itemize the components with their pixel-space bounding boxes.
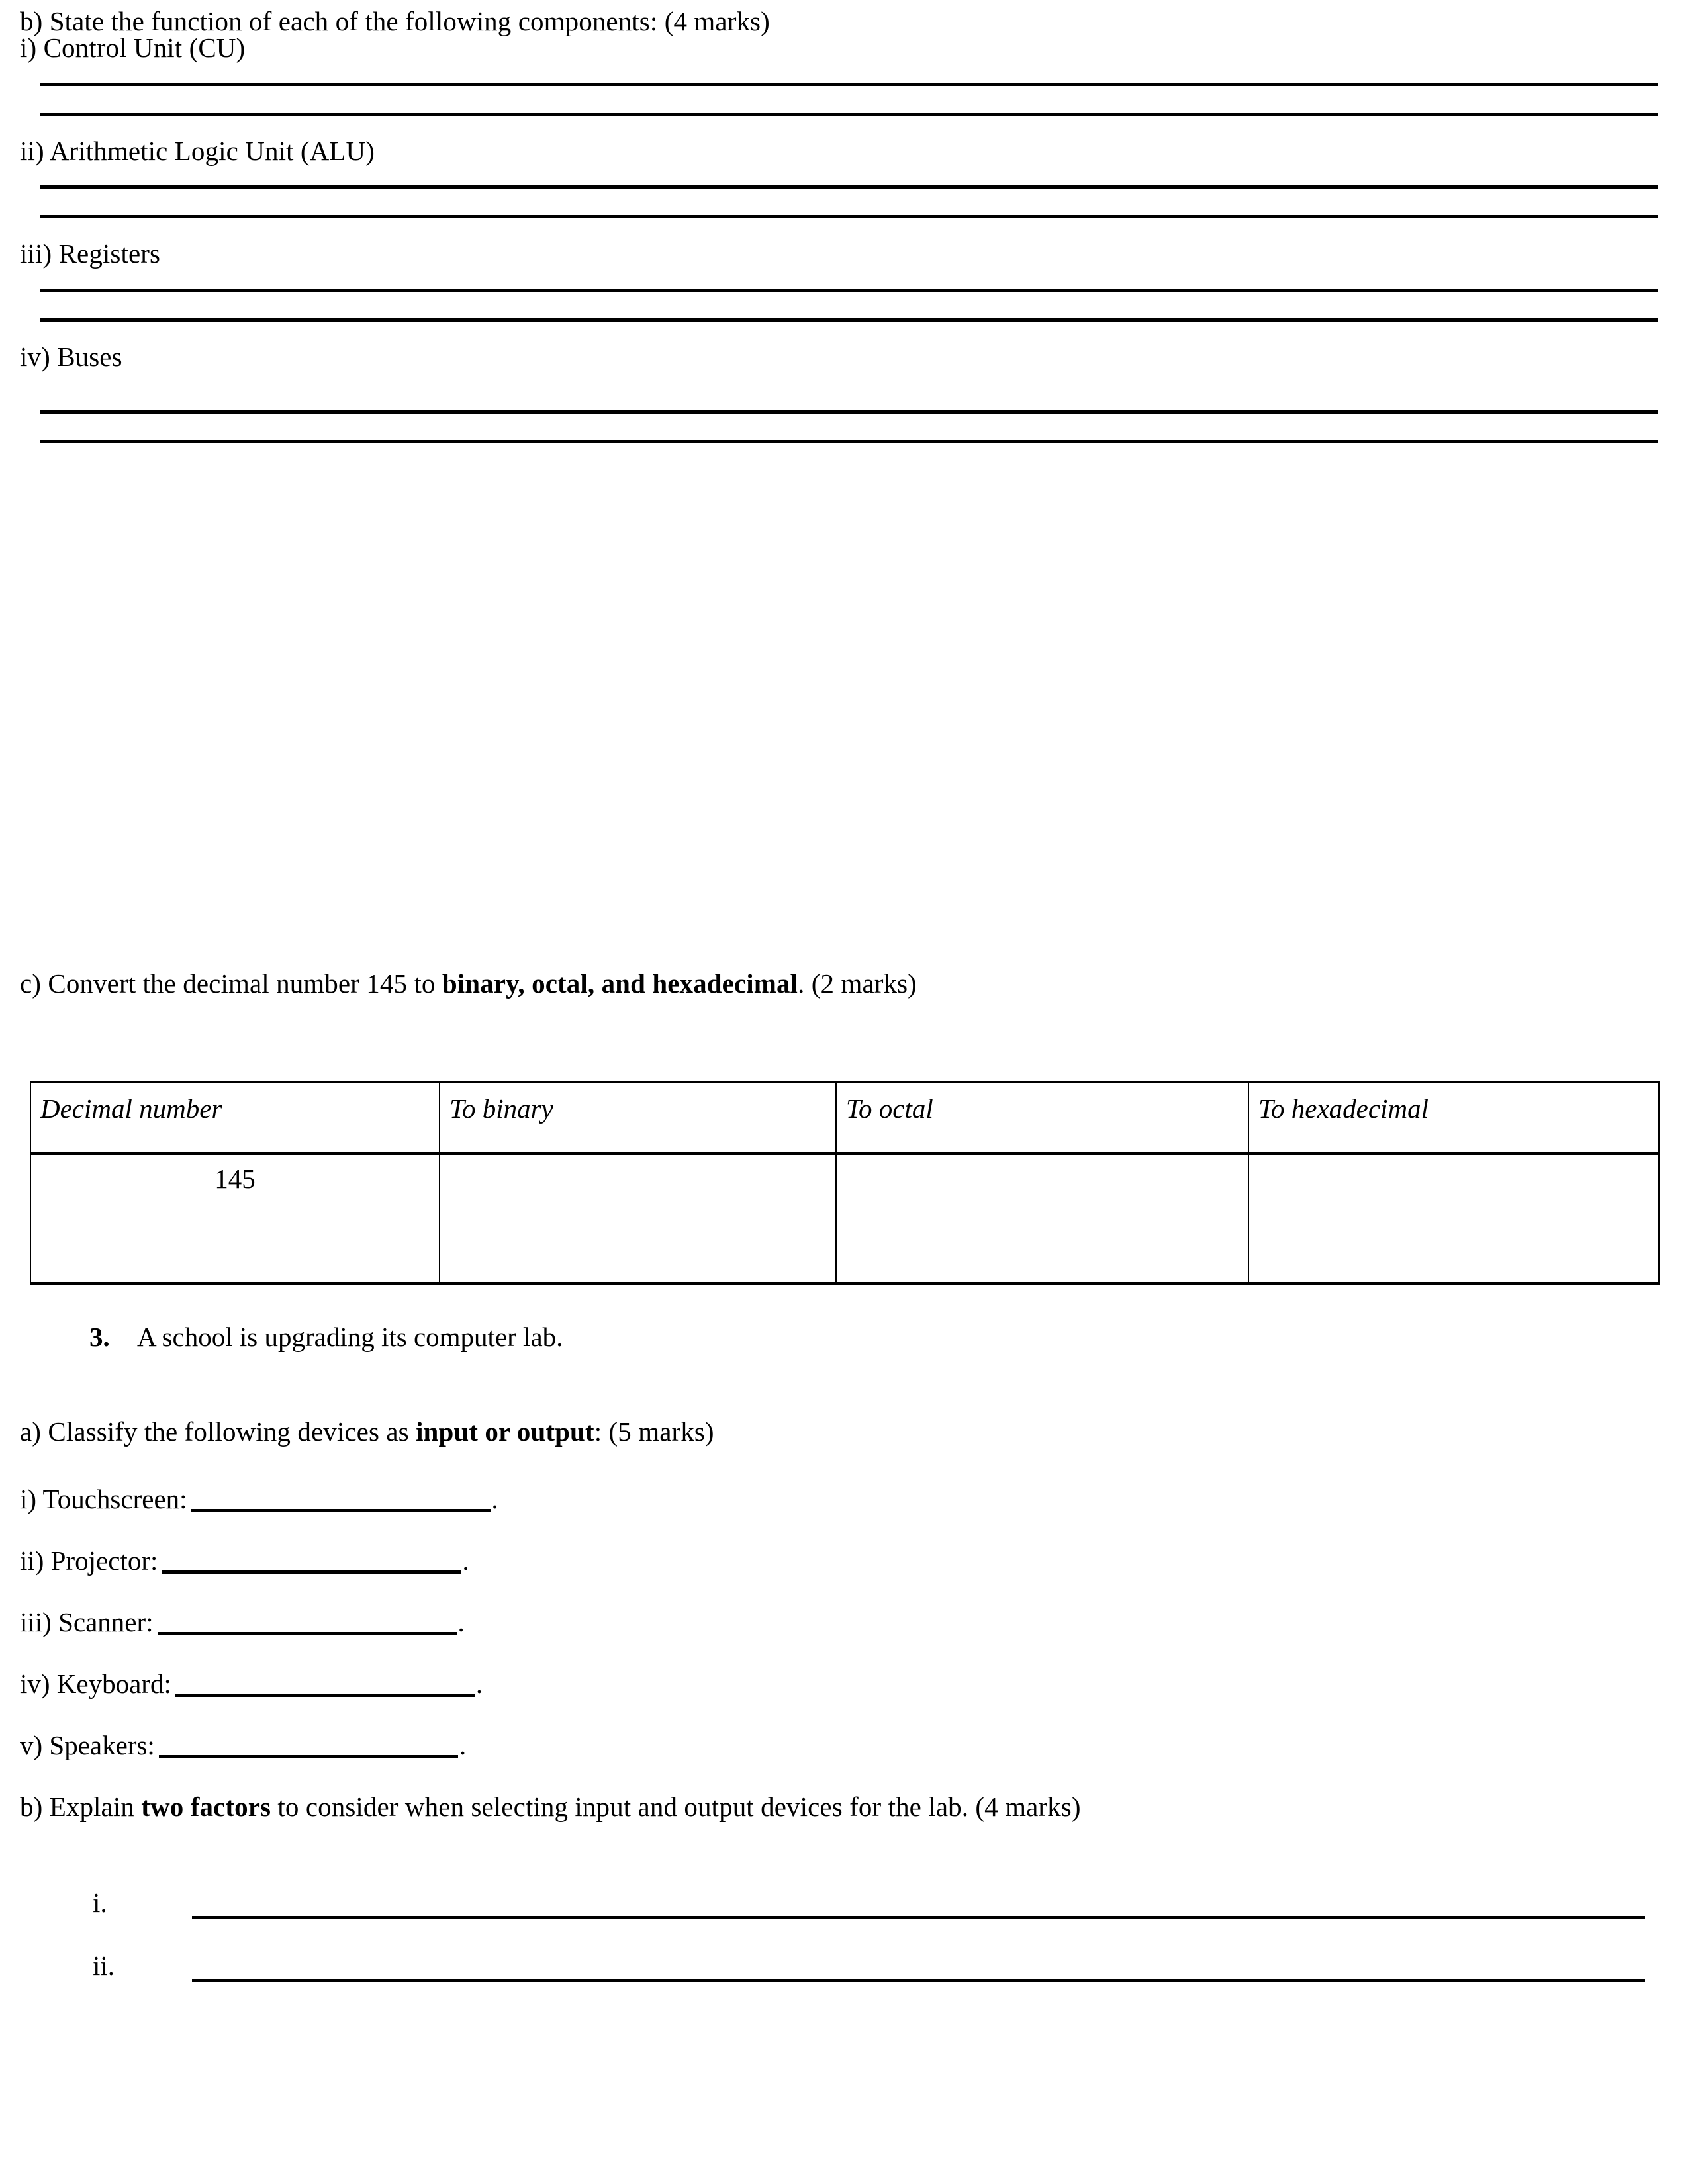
device-terminator-keyboard: . (475, 1668, 483, 1699)
table-row (30, 1154, 1659, 1284)
device-label-speakers: v) Speakers: (20, 1730, 155, 1760)
device-input-projector[interactable] (162, 1552, 461, 1574)
question-3-stem: A school is upgrading its computer lab. (137, 1322, 563, 1352)
question-c-text-before: c) Convert the decimal number 145 to (20, 968, 442, 999)
factor-label-i: i. (93, 1888, 107, 1918)
factor-answer-line-i[interactable] (192, 1916, 1645, 1919)
table-header-to-hexadecimal: To hexadecimal (1248, 1082, 1659, 1154)
factor-answer-row-ii (93, 1952, 1645, 1984)
answer-rule-alu-1[interactable] (40, 185, 1658, 189)
device-input-scanner[interactable] (158, 1614, 457, 1635)
device-blank-projector (20, 1547, 469, 1574)
table-cell-binary-answer[interactable] (440, 1154, 836, 1284)
device-label-projector: ii) Projector: (20, 1545, 158, 1576)
answer-rule-alu-2[interactable] (40, 215, 1658, 218)
question-3b-text-after: to consider when selecting input and output devices for the lab. (4 marks) (271, 1792, 1081, 1822)
question-3-item (89, 1324, 563, 1351)
component-label-buses: iv) Buses (20, 341, 122, 372)
factor-answer-line-ii[interactable] (192, 1979, 1645, 1982)
device-label-touchscreen: i) Touchscreen: (20, 1484, 187, 1514)
question-c-text-after: . (2 marks) (798, 968, 917, 999)
conversion-table (30, 1081, 1660, 1285)
question-3-number: 3. (89, 1322, 110, 1352)
device-blank-touchscreen (20, 1486, 498, 1513)
answer-rule-buses-2[interactable] (40, 440, 1658, 443)
component-label-registers: iii) Registers (20, 238, 161, 269)
device-blank-scanner (20, 1609, 465, 1636)
device-blank-speakers (20, 1732, 466, 1759)
table-header-to-binary: To binary (440, 1082, 836, 1154)
device-input-keyboard[interactable] (175, 1675, 475, 1697)
question-3a-bold-text: input or output (416, 1416, 594, 1447)
answer-rule-cu-2[interactable] (40, 113, 1658, 116)
factor-label-ii: ii. (93, 1950, 115, 1981)
table-header-to-octal: To octal (836, 1082, 1248, 1154)
table-cell-decimal-value: 145 (30, 1154, 440, 1284)
device-label-scanner: iii) Scanner: (20, 1607, 154, 1637)
question-3a-text-after: : (5 marks) (594, 1416, 714, 1447)
answer-rule-buses-1[interactable] (40, 410, 1658, 414)
component-label-alu: ii) Arithmetic Logic Unit (ALU) (20, 136, 375, 166)
question-c-prompt (20, 970, 917, 997)
table-cell-hexadecimal-answer[interactable] (1248, 1154, 1659, 1284)
factor-answer-row-i (93, 1889, 1645, 1921)
answer-rule-cu-1[interactable] (40, 83, 1658, 86)
question-3b-text-before: b) Explain (20, 1792, 142, 1822)
question-3a-prompt (20, 1418, 714, 1445)
device-input-speakers[interactable] (159, 1737, 458, 1758)
question-b-prompt: b) State the function of each of the following components: (4 marks) (20, 6, 770, 36)
question-3a-text-before: a) Classify the following devices as (20, 1416, 416, 1447)
table-cell-octal-answer[interactable] (836, 1154, 1248, 1284)
component-label-control-unit: i) Control Unit (CU) (20, 32, 246, 63)
device-input-touchscreen[interactable] (191, 1490, 491, 1512)
device-terminator-touchscreen: . (491, 1484, 498, 1514)
question-3b-bold-text: two factors (141, 1792, 271, 1822)
device-terminator-projector: . (462, 1545, 469, 1576)
device-terminator-speakers: . (459, 1730, 467, 1760)
device-terminator-scanner: . (457, 1607, 465, 1637)
table-header-row (30, 1082, 1659, 1154)
question-c-bold-text: binary, octal, and hexadecimal (442, 968, 798, 999)
device-blank-keyboard (20, 1670, 483, 1698)
answer-rule-registers-2[interactable] (40, 318, 1658, 322)
device-label-keyboard: iv) Keyboard: (20, 1668, 171, 1699)
answer-rule-registers-1[interactable] (40, 289, 1658, 292)
table-header-decimal-number: Decimal number (30, 1082, 440, 1154)
question-3b-prompt (20, 1794, 1081, 1821)
